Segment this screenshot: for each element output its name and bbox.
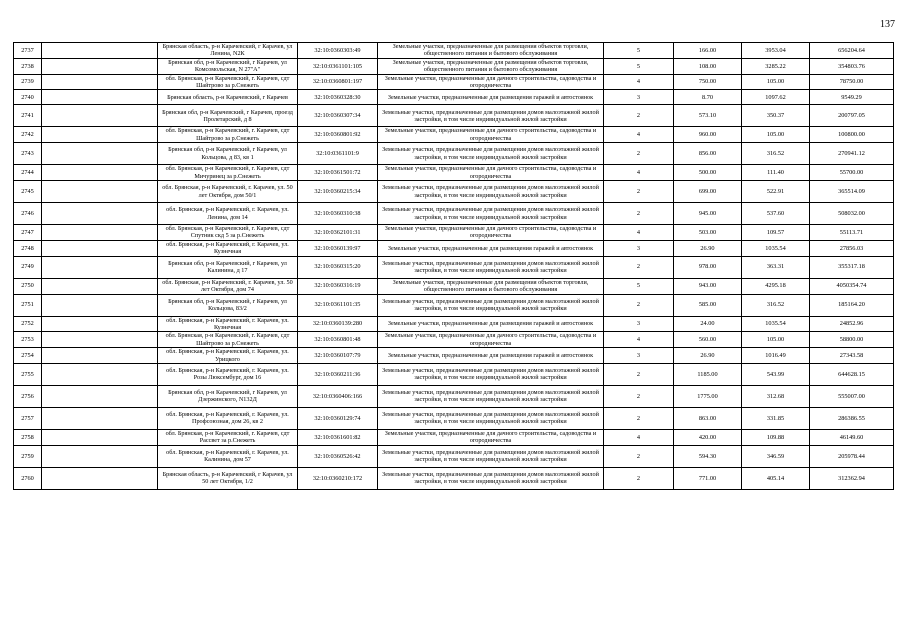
row-address: обл. Брянская, р-н Карачевский, г. Карачев, ул. Кузнечная	[158, 240, 298, 256]
row-spacer	[42, 467, 158, 489]
row-group: 2	[604, 105, 674, 127]
row-spacer	[42, 105, 158, 127]
row-cadastral-value: 286386.55	[810, 407, 894, 429]
row-cadastral-number: 32:10:0360406:166	[298, 385, 378, 407]
row-id: 2740	[14, 90, 42, 105]
row-spacer	[42, 363, 158, 385]
row-rate: 1035.54	[742, 316, 810, 332]
row-land-purpose: Земельные участки, предназначенные для размещения домов малоэтажной жилой застройки, в том числе индивидуальной жилой застройки	[378, 256, 604, 278]
row-rate: 111.40	[742, 165, 810, 181]
row-group: 2	[604, 363, 674, 385]
table-row	[14, 105, 894, 127]
row-address: Брянская обл, р-н Карачевский, г Карачев, ул Кольцова, д 83, кв 1	[158, 143, 298, 165]
row-group: 2	[604, 203, 674, 225]
row-area: 420.00	[674, 429, 742, 445]
row-spacer	[42, 256, 158, 278]
table-row	[14, 385, 894, 407]
row-land-purpose: Земельные участки, предназначенные для дачного строительства, садоводства и огородничества	[378, 74, 604, 90]
row-rate: 109.57	[742, 225, 810, 241]
row-rate: 3285.22	[742, 58, 810, 74]
table-row	[14, 225, 894, 241]
page-number: 137	[880, 19, 895, 30]
row-id: 2743	[14, 143, 42, 165]
table-row	[14, 240, 894, 256]
row-group: 3	[604, 90, 674, 105]
row-id: 2752	[14, 316, 42, 332]
row-spacer	[42, 43, 158, 59]
table-row	[14, 43, 894, 59]
row-address: обл. Брянская, р-н Карачевский, г. Карачев, ул. Калинина, дом 57	[158, 445, 298, 467]
row-land-purpose: Земельные участки, предназначенные для размещения объектов торговли, общественного питания и бытового обслуживания	[378, 278, 604, 294]
row-address: Брянская обл, р-н Карачевский, г Карачев, ул Комсомольская, N 27"А"	[158, 58, 298, 74]
row-cadastral-number: 32:10:0360215:34	[298, 181, 378, 203]
row-land-purpose: Земельные участки, предназначенные для размещения домов малоэтажной жилой застройки, в том числе индивидуальной жилой застройки	[378, 407, 604, 429]
row-land-purpose: Земельные участки, предназначенные для размещения домов малоэтажной жилой застройки, в том числе индивидуальной жилой застройки	[378, 445, 604, 467]
row-cadastral-value: 55700.00	[810, 165, 894, 181]
row-address: обл. Брянская, р-н Карачевский, г. Карачев, сдт Шайтрово за р.Снежеть	[158, 332, 298, 348]
row-spacer	[42, 407, 158, 429]
row-cadastral-number: 32:10:0360310:38	[298, 203, 378, 225]
table-row	[14, 143, 894, 165]
row-address: обл. Брянская, р-н Карачевский, г. Карачев, ул. Ленина, дом 14	[158, 203, 298, 225]
row-id: 2739	[14, 74, 42, 90]
row-spacer	[42, 240, 158, 256]
row-address: Брянская область, р-н Карачевский, г Карачев	[158, 90, 298, 105]
row-area: 943.00	[674, 278, 742, 294]
row-cadastral-number: 32:10:0360307:34	[298, 105, 378, 127]
row-rate: 105.00	[742, 74, 810, 90]
row-address: обл. Брянская, р-н Карачевский, г. Карачев, сдт Шайтрово за р.Снежеть	[158, 74, 298, 90]
row-cadastral-value: 508032.00	[810, 203, 894, 225]
table-row	[14, 332, 894, 348]
row-group: 4	[604, 74, 674, 90]
row-rate: 109.88	[742, 429, 810, 445]
row-group: 2	[604, 294, 674, 316]
row-rate: 537.60	[742, 203, 810, 225]
row-id: 2754	[14, 348, 42, 364]
row-land-purpose: Земельные участки, предназначенные для размещения домов малоэтажной жилой застройки, в том числе индивидуальной жилой застройки	[378, 143, 604, 165]
table-row	[14, 90, 894, 105]
row-cadastral-value: 355317.18	[810, 256, 894, 278]
row-land-purpose: Земельные участки, предназначенные для размещения домов малоэтажной жилой застройки, в том числе индивидуальной жилой застройки	[378, 181, 604, 203]
row-spacer	[42, 74, 158, 90]
row-id: 2742	[14, 127, 42, 143]
row-cadastral-value: 78750.00	[810, 74, 894, 90]
row-spacer	[42, 181, 158, 203]
row-cadastral-value: 185164.20	[810, 294, 894, 316]
row-spacer	[42, 203, 158, 225]
row-rate: 316.52	[742, 143, 810, 165]
row-id: 2749	[14, 256, 42, 278]
row-rate: 4295.18	[742, 278, 810, 294]
row-land-purpose: Земельные участки, предназначенные для размещения гаражей и автостоянок	[378, 90, 604, 105]
row-rate: 331.85	[742, 407, 810, 429]
row-group: 4	[604, 165, 674, 181]
row-rate: 3953.04	[742, 43, 810, 59]
row-group: 3	[604, 240, 674, 256]
row-area: 750.00	[674, 74, 742, 90]
row-rate: 363.31	[742, 256, 810, 278]
row-address: обл. Брянская, р-н Карачевский, г. Карачев, сдт Спутник скд 5 за р.Снежеть	[158, 225, 298, 241]
row-area: 166.00	[674, 43, 742, 59]
row-cadastral-value: 270941.12	[810, 143, 894, 165]
row-area: 771.00	[674, 467, 742, 489]
row-id: 2760	[14, 467, 42, 489]
table-body	[14, 43, 894, 490]
table-row	[14, 316, 894, 332]
row-area: 594.30	[674, 445, 742, 467]
row-area: 1775.00	[674, 385, 742, 407]
row-cadastral-value: 644628.15	[810, 363, 894, 385]
table-row	[14, 278, 894, 294]
row-address: обл. Брянская, р-н Карачевский, г. Карачев, сдт Рассвет за р.Снежеть	[158, 429, 298, 445]
row-land-purpose: Земельные участки, предназначенные для размещения объектов торговли, общественного питания и бытового обслуживания	[378, 43, 604, 59]
row-spacer	[42, 385, 158, 407]
row-rate: 346.59	[742, 445, 810, 467]
row-address: обл. Брянская, р-н Карачевский, г. Карачев, ул. 50 лет Октября, дом 50/1	[158, 181, 298, 203]
table-row	[14, 181, 894, 203]
row-cadastral-number: 32:10:0361101:105	[298, 58, 378, 74]
row-cadastral-number: 32:10:0360526:42	[298, 445, 378, 467]
row-address: Брянская область, р-н Карачевский, г Карачев, ул Ленина, N2К	[158, 43, 298, 59]
row-area: 500.00	[674, 165, 742, 181]
row-land-purpose: Земельные участки, предназначенные для дачного строительства, садоводства и огородничества	[378, 127, 604, 143]
row-group: 4	[604, 127, 674, 143]
row-area: 8.70	[674, 90, 742, 105]
table-row	[14, 429, 894, 445]
row-area: 26.90	[674, 348, 742, 364]
row-area: 503.00	[674, 225, 742, 241]
row-group: 4	[604, 225, 674, 241]
row-cadastral-number: 32:10:0360210:172	[298, 467, 378, 489]
row-rate: 1097.62	[742, 90, 810, 105]
row-id: 2744	[14, 165, 42, 181]
row-address: Брянская область, р-н Карачевский, г Карачев, ул 50 лет Октября, 1/2	[158, 467, 298, 489]
row-land-purpose: Земельные участки, предназначенные для размещения гаражей и автостоянок	[378, 348, 604, 364]
row-id: 2759	[14, 445, 42, 467]
row-group: 5	[604, 278, 674, 294]
row-address: Брянская обл, р-н Карачевский, г Карачев, проезд Пролетарский, д 8	[158, 105, 298, 127]
row-land-purpose: Земельные участки, предназначенные для дачного строительства, садоводства и огородничества	[378, 429, 604, 445]
row-rate: 316.52	[742, 294, 810, 316]
row-cadastral-number: 32:10:0360303:49	[298, 43, 378, 59]
row-group: 5	[604, 58, 674, 74]
row-group: 4	[604, 429, 674, 445]
row-area: 1185.00	[674, 363, 742, 385]
row-rate: 105.00	[742, 332, 810, 348]
row-cadastral-number: 32:10:0360801:197	[298, 74, 378, 90]
row-cadastral-value: 55113.71	[810, 225, 894, 241]
row-id: 2738	[14, 58, 42, 74]
row-spacer	[42, 165, 158, 181]
row-cadastral-value: 555007.00	[810, 385, 894, 407]
row-id: 2751	[14, 294, 42, 316]
row-spacer	[42, 90, 158, 105]
row-area: 856.00	[674, 143, 742, 165]
row-spacer	[42, 332, 158, 348]
row-spacer	[42, 316, 158, 332]
row-land-purpose: Земельные участки, предназначенные для размещения домов малоэтажной жилой застройки, в том числе индивидуальной жилой застройки	[378, 467, 604, 489]
row-id: 2756	[14, 385, 42, 407]
row-cadastral-number: 32:10:0360139:97	[298, 240, 378, 256]
row-cadastral-number: 32:10:0361601:82	[298, 429, 378, 445]
row-cadastral-value: 354803.76	[810, 58, 894, 74]
row-spacer	[42, 225, 158, 241]
row-id: 2753	[14, 332, 42, 348]
row-spacer	[42, 58, 158, 74]
row-group: 2	[604, 445, 674, 467]
row-group: 2	[604, 143, 674, 165]
row-area: 960.00	[674, 127, 742, 143]
row-land-purpose: Земельные участки, предназначенные для размещения объектов торговли, общественного питания и бытового обслуживания	[378, 58, 604, 74]
row-group: 4	[604, 332, 674, 348]
row-land-purpose: Земельные участки, предназначенные для размещения домов малоэтажной жилой застройки, в том числе индивидуальной жилой застройки	[378, 105, 604, 127]
row-spacer	[42, 445, 158, 467]
row-cadastral-value: 58800.00	[810, 332, 894, 348]
row-cadastral-value: 100800.00	[810, 127, 894, 143]
row-id: 2748	[14, 240, 42, 256]
row-id: 2746	[14, 203, 42, 225]
row-cadastral-value: 656204.64	[810, 43, 894, 59]
row-area: 560.00	[674, 332, 742, 348]
row-id: 2757	[14, 407, 42, 429]
row-area: 24.00	[674, 316, 742, 332]
row-cadastral-number: 32:10:0360328:30	[298, 90, 378, 105]
table-row	[14, 467, 894, 489]
row-land-purpose: Земельные участки, предназначенные для размещения домов малоэтажной жилой застройки, в том числе индивидуальной жилой застройки	[378, 363, 604, 385]
row-cadastral-number: 32:10:0361101:35	[298, 294, 378, 316]
row-group: 3	[604, 316, 674, 332]
row-area: 699.00	[674, 181, 742, 203]
row-group: 2	[604, 256, 674, 278]
row-land-purpose: Земельные участки, предназначенные для размещения домов малоэтажной жилой застройки, в том числе индивидуальной жилой застройки	[378, 294, 604, 316]
row-land-purpose: Земельные участки, предназначенные для размещения гаражей и автостоянок	[378, 316, 604, 332]
row-address: обл. Брянская, р-н Карачевский, г. Карачев, сдт Шайтрово за р.Снежеть	[158, 127, 298, 143]
row-land-purpose: Земельные участки, предназначенные для размещения гаражей и автостоянок	[378, 240, 604, 256]
row-address: Брянская обл, р-н Карачевский, г Карачев, ул Кольцова, 83/2	[158, 294, 298, 316]
row-group: 2	[604, 385, 674, 407]
row-id: 2741	[14, 105, 42, 127]
row-area: 573.10	[674, 105, 742, 127]
row-spacer	[42, 278, 158, 294]
row-land-purpose: Земельные участки, предназначенные для дачного строительства, садоводства и огородничества	[378, 225, 604, 241]
row-rate: 1035.54	[742, 240, 810, 256]
row-id: 2758	[14, 429, 42, 445]
row-group: 2	[604, 407, 674, 429]
row-spacer	[42, 143, 158, 165]
row-address: обл. Брянская, р-н Карачевский, г. Карачев, ул. Розы Люксембург, дом 16	[158, 363, 298, 385]
row-cadastral-value: 365514.09	[810, 181, 894, 203]
row-area: 863.00	[674, 407, 742, 429]
row-cadastral-value: 200797.05	[810, 105, 894, 127]
row-cadastral-value: 27343.58	[810, 348, 894, 364]
row-area: 108.00	[674, 58, 742, 74]
row-rate: 405.14	[742, 467, 810, 489]
table-row	[14, 203, 894, 225]
row-spacer	[42, 294, 158, 316]
row-cadastral-value: 4050354.74	[810, 278, 894, 294]
row-address: обл. Брянская, р-н Карачевский, г. Карачев, ул. Урицкого	[158, 348, 298, 364]
row-group: 2	[604, 181, 674, 203]
row-id: 2755	[14, 363, 42, 385]
row-address: Брянская обл, р-н Карачевский, г Карачев, ул Дзержинского, N132Д	[158, 385, 298, 407]
row-id: 2745	[14, 181, 42, 203]
row-land-purpose: Земельные участки, предназначенные для дачного строительства, садоводства и огородничества	[378, 332, 604, 348]
row-id: 2750	[14, 278, 42, 294]
row-cadastral-number: 32:10:0360316:19	[298, 278, 378, 294]
row-cadastral-number: 32:10:0360139:280	[298, 316, 378, 332]
table-row	[14, 407, 894, 429]
table-row	[14, 74, 894, 90]
row-cadastral-value: 9549.29	[810, 90, 894, 105]
row-spacer	[42, 429, 158, 445]
row-land-purpose: Земельные участки, предназначенные для дачного строительства, садоводства и огородничества	[378, 165, 604, 181]
row-rate: 350.37	[742, 105, 810, 127]
row-address: обл. Брянская, р-н Карачевский, г. Карачев, ул. 50 лет Октября, дом 74	[158, 278, 298, 294]
row-cadastral-value: 46149.60	[810, 429, 894, 445]
row-rate: 312.68	[742, 385, 810, 407]
row-cadastral-number: 32:10:0361101:9	[298, 143, 378, 165]
row-address: обл. Брянская, р-н Карачевский, г. Карачев, ул. Кузнечная	[158, 316, 298, 332]
row-rate: 105.00	[742, 127, 810, 143]
row-cadastral-number: 32:10:0360129:74	[298, 407, 378, 429]
row-area: 945.00	[674, 203, 742, 225]
row-cadastral-number: 32:10:0362101:31	[298, 225, 378, 241]
table-row	[14, 348, 894, 364]
row-id: 2737	[14, 43, 42, 59]
row-cadastral-value: 312362.94	[810, 467, 894, 489]
row-rate: 522.91	[742, 181, 810, 203]
row-cadastral-number: 32:10:0360315:20	[298, 256, 378, 278]
row-group: 2	[604, 467, 674, 489]
row-address: обл. Брянская, р-н Карачевский, г. Карачев, ул. Профсоюзная, дом 26, кв 2	[158, 407, 298, 429]
row-cadastral-number: 32:10:0360107:79	[298, 348, 378, 364]
row-id: 2747	[14, 225, 42, 241]
row-area: 978.00	[674, 256, 742, 278]
row-cadastral-number: 32:10:0360801:92	[298, 127, 378, 143]
table-row	[14, 58, 894, 74]
row-rate: 543.99	[742, 363, 810, 385]
row-land-purpose: Земельные участки, предназначенные для размещения домов малоэтажной жилой застройки, в том числе индивидуальной жилой застройки	[378, 203, 604, 225]
table-row	[14, 127, 894, 143]
row-cadastral-value: 205978.44	[810, 445, 894, 467]
row-cadastral-number: 32:10:0360801:48	[298, 332, 378, 348]
row-address: обл. Брянская, р-н Карачевский, г. Карачев, сдт Мичуринец за р.Снежеть	[158, 165, 298, 181]
row-land-purpose: Земельные участки, предназначенные для размещения домов малоэтажной жилой застройки, в том числе индивидуальной жилой застройки	[378, 385, 604, 407]
table-row	[14, 445, 894, 467]
row-spacer	[42, 348, 158, 364]
row-group: 3	[604, 348, 674, 364]
row-cadastral-value: 27856.03	[810, 240, 894, 256]
row-cadastral-number: 32:10:0361501:72	[298, 165, 378, 181]
row-rate: 1016.49	[742, 348, 810, 364]
table-row	[14, 294, 894, 316]
table-row	[14, 165, 894, 181]
table-row	[14, 256, 894, 278]
land-registry-table	[13, 42, 894, 490]
row-spacer	[42, 127, 158, 143]
row-address: Брянская обл, р-н Карачевский, г Карачев, ул Калинина, д 17	[158, 256, 298, 278]
row-area: 26.90	[674, 240, 742, 256]
row-cadastral-value: 24852.96	[810, 316, 894, 332]
row-cadastral-number: 32:10:0360211:36	[298, 363, 378, 385]
row-area: 585.00	[674, 294, 742, 316]
table-row	[14, 363, 894, 385]
row-group: 5	[604, 43, 674, 59]
